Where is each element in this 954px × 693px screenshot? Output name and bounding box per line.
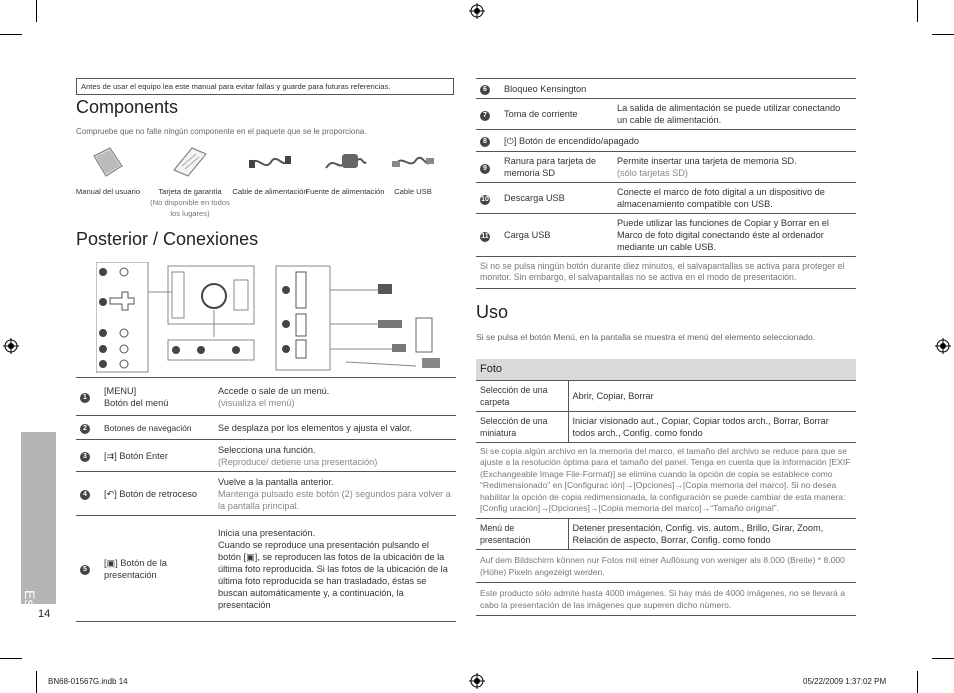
table-row [476,214,856,257]
item-desc: Accede o sale de un menú. [218,385,330,396]
resolution-note: Auf dem Bildschirm können nur Fotos mit einer Auflösung von weniger als 8.000 (Breite) * 8.000 (Höhe) Pixeln angezeigt werden. [476,549,856,582]
registration-mark-icon [469,673,485,689]
callout-number: 4 [80,490,90,500]
registration-mark-icon [469,3,485,19]
item-desc: Selecciona una función. [218,444,316,455]
crop-mark [36,671,37,693]
table-row [476,99,856,130]
menu-options: Detener presentación, Config. vis. autom., Brillo, Girar, Zoom, Relación de aspecto, Borrar, Config. como fondo [568,518,856,549]
item-name: Carga USB [500,214,613,257]
right-function-table [476,78,856,289]
menu-name: Selección de una carpeta [476,380,568,411]
item-desc: Permite insertar una tarjeta de memoria SD. [617,156,797,166]
item-desc: Conecte el marco de foto digital a un dispositivo de almacenamiento compatible con USB. [613,183,856,214]
components-intro: Compruebe que no falte ningún componente en el paquete que se le proporciona. [76,127,367,136]
item-name: [⏻] Botón de encendido/apagado [500,130,856,152]
screensaver-note: Si no se pulsa ningún botón durante diez minutos, el salvapantallas se activa para proteger el monitor. Sin embargo, el salvapantallas no se activa en el modo de presentación. [476,257,856,289]
callout-number: 8 [480,137,490,147]
exif-note: Si se copia algún archivo en la memoria del marco, el tamaño del archivo se reduce para que se ajuste a la resolución óptima para el tamaño del panel. Tenga en cuenta que la información [EXIF (Exchangeable Image File-Format)] se elimina cuando la opción de copia se establece como “Redimensionado” en [Configurac ión]→[Opciones]→[Copia memoria del marco]. Si no desea habilitar la opción de copia redimensionada, la configuración se puede cambiar de esta manera: [Config uración]→[Opciones]→[Copia memoria del marco]→“Tamaño original”. [476,442,856,518]
menu-options: Iniciar visionado aut., Copiar, Copiar todos arch., Borrar, Borrar todos arch., Config. como fondo [568,411,856,442]
table-row [476,79,856,99]
usb-cable-icon [390,144,436,180]
table-row [76,378,456,416]
item-desc: La salida de alimentación se puede utilizar conectando un cable de alimentación. [613,99,856,130]
manual-icon [88,144,128,180]
item-name: [↶] Botón de retroceso [100,472,214,516]
component-label: Cable USB [394,187,432,196]
crop-mark [932,658,954,659]
rear-connections-diagram [96,262,446,374]
table-row [476,152,856,183]
crop-mark [932,34,954,35]
component-power-cable [230,144,310,197]
table-row [76,516,456,622]
back-icon: ↶ [106,488,115,499]
section-title: Foto [480,363,503,376]
component-manual [68,144,148,197]
component-note: (No disponible en todos los lugares) [150,198,230,218]
uso-intro: Si se pulsa el botón Menú, en la pantalla se muestra el menú del elemento seleccionado. [476,332,816,342]
crop-mark [917,671,918,693]
item-name: Descarga USB [500,183,613,214]
language-tab [21,432,56,604]
foto-menu-table [476,359,856,616]
table-row [76,416,456,440]
table-row [476,411,856,442]
footer-date: 05/22/2009 1:37:02 PM [803,677,887,686]
image-limit-note: Este producto sólo admite hasta 4000 imágenes. Si hay más de 4000 imágenes, no se llevará a cabo la presentación de las imágenes que superen dicho número. [476,582,856,615]
table-row [476,130,856,152]
item-desc: Se desplaza por los elementos y ajusta el valor. [214,416,456,440]
component-label: Manual del usuario [75,187,141,196]
item-name: Ranura para tarjeta de memoria SD [500,152,613,183]
rear-title: Posterior / Conexiones [76,229,259,249]
components-title: Components [76,97,179,117]
component-warranty [150,144,230,219]
item-name: [▣] Botón de la presentación [100,516,214,622]
table-row [76,472,456,516]
callout-number: 3 [80,452,90,462]
callout-number: 10 [481,195,489,203]
power-adapter-icon [322,144,368,180]
item-desc: Puede utilizar las funciones de Copiar y Borrar en el Marco de foto digital conectando éste al ordenador mediante un cable USB. [613,214,856,257]
warranty-card-icon [170,144,210,180]
note-row [476,549,856,582]
table-row [476,183,856,214]
registration-mark-icon [935,338,951,354]
table-row [476,380,856,411]
note-row [476,257,856,289]
note-row [476,582,856,615]
note-row [476,442,856,518]
power-cable-icon [247,144,293,180]
callout-number: 9 [480,164,490,174]
item-desc: Inicia una presentación. Cuando se reproduce una presentación pulsando el botón [▣], se reproducen las fotos de la ubicación de la última foto reproducida. Si las fotos de la ubicación de la última foto reproducida se han trasladado, éstas se buscan automáticamente y, a continuación, la presentación [214,516,456,622]
enter-icon: ⇉ [106,450,115,461]
slideshow-icon: ▣ [106,557,116,568]
slideshow-icon: ▣ [246,551,255,562]
component-label: Fuente de alimentación [305,187,385,196]
component-label: Cable de alimentación [232,187,308,196]
footer-file: BN68-01567G.indb 14 [48,677,128,686]
item-name: Toma de corriente [500,99,613,130]
item-desc: Vuelve a la pantalla anterior. [218,476,334,487]
crop-mark [36,0,37,22]
power-icon: ⏻ [506,135,514,146]
item-name: [MENU] Botón del menú [100,378,214,416]
menu-name: Selección de una miniatura [476,411,568,442]
callout-number: 1 [80,393,90,403]
component-usb-cable [373,144,453,197]
item-name: Bloqueo Kensington [500,79,856,99]
menu-name: Menú de presentación [476,518,568,549]
callout-number: 2 [80,424,90,434]
item-name: Botones de navegación [100,416,214,440]
item-sub: (sólo tarjetas SD) [617,168,688,178]
callout-number: 11 [481,232,489,240]
menu-options: Abrir, Copiar, Borrar [568,380,856,411]
left-function-table [76,377,456,622]
table-row [476,518,856,549]
uso-title: Uso [476,302,509,322]
item-sub: (Reproduce/ detiene una presentación) [218,456,378,467]
callout-number: 6 [480,85,490,95]
language-tab-label: Español [22,590,38,641]
registration-mark-icon [3,338,19,354]
callout-number: 5 [80,565,90,575]
component-label: Tarjeta de garantía [158,187,222,196]
item-name: [⇉] Botón Enter [100,440,214,472]
crop-mark [0,658,22,659]
item-sub: (visualiza el menú) [218,397,295,408]
notice-box: Antes de usar el equipo lea este manual para evitar fallas y guarde para futuras referencias. [76,78,454,95]
item-sub: Mantenga pulsado este botón (2) segundos para volver a la pantalla principal. [218,488,451,511]
crop-mark [0,34,22,35]
table-row [76,440,456,472]
section-header [476,359,856,380]
crop-mark [917,0,918,22]
page-number: 14 [38,608,51,620]
callout-number: 7 [480,111,490,121]
